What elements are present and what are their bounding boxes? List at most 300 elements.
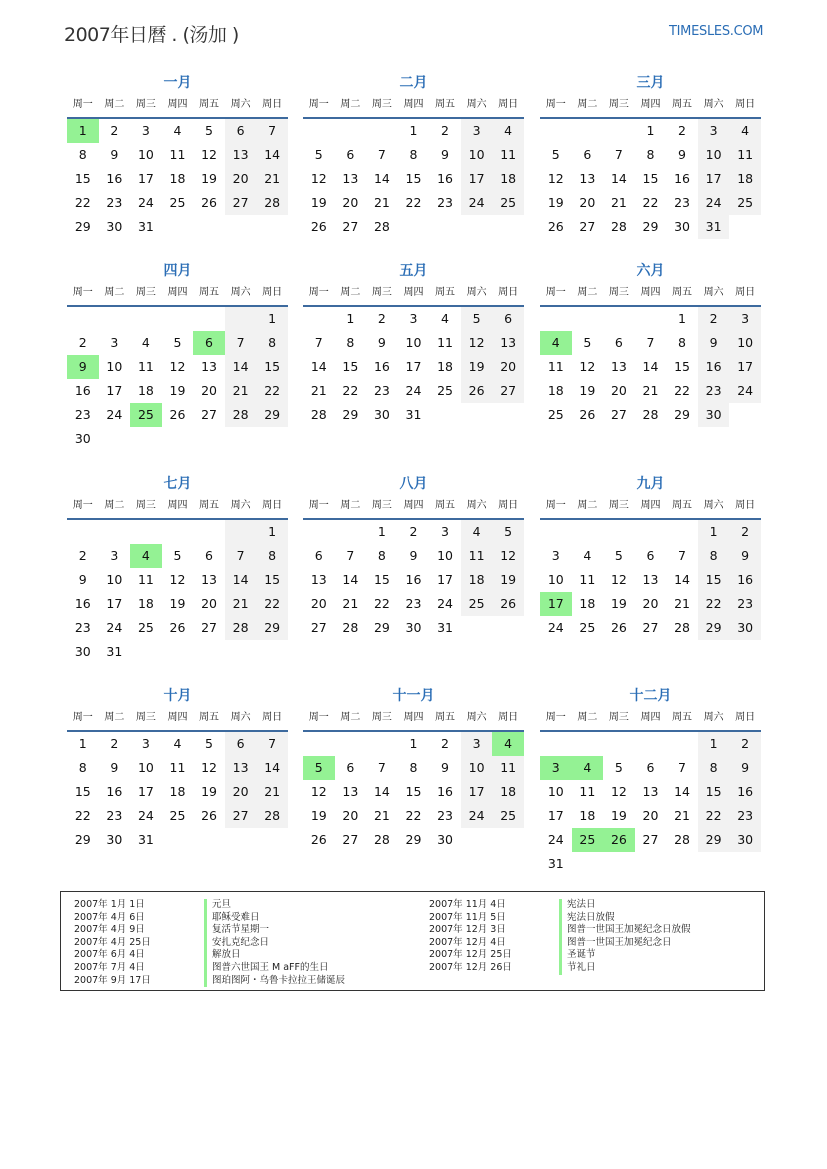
holiday-name: 节礼日 (559, 962, 596, 975)
weekday-label: 周一 (545, 500, 566, 511)
day-cell: 3 (461, 119, 493, 143)
month-block (540, 73, 761, 239)
day-cell: 29 (698, 616, 730, 640)
day-cell: 24 (437, 596, 453, 611)
day-cell: 17 (137, 171, 154, 186)
day-cell: 15 (405, 171, 422, 186)
day-cell: 5 (205, 123, 213, 138)
weekday-label: 周六 (230, 287, 251, 298)
day-cell: 20 (642, 808, 659, 823)
day-cell: 17 (698, 167, 730, 191)
day-cell: 14 (642, 359, 659, 374)
weekday-label: 周一 (308, 500, 329, 511)
day-cell: 21 (225, 379, 257, 403)
day-cell: 28 (373, 832, 390, 847)
day-cell: 17 (437, 572, 453, 587)
weekday-label: 周六 (703, 500, 724, 511)
day-cell: 17 (405, 359, 422, 374)
day-cell: 18 (492, 780, 524, 804)
day-cell: 7 (614, 147, 623, 162)
day-cell: 12 (310, 171, 327, 186)
day-cell: 12 (579, 359, 596, 374)
weekday-header (303, 281, 524, 307)
holiday-list-left (74, 899, 345, 987)
day-cell: 31 (547, 856, 564, 871)
day-cell: 21 (225, 592, 257, 616)
day-cell: 4 (729, 119, 761, 143)
day-cell: 22 (405, 195, 422, 210)
day-cell: 25 (137, 620, 154, 635)
day-cell: 2 (678, 123, 686, 138)
day-cell: 20 (225, 167, 257, 191)
day-cell: 7 (377, 147, 386, 162)
empty-day-cell (635, 307, 667, 331)
day-cell: 25 (169, 808, 186, 823)
day-cell: 26 (461, 379, 493, 403)
day-cell: 29 (405, 832, 422, 847)
day-cell: 18 (437, 359, 453, 374)
month-block (67, 474, 288, 664)
day-grid (540, 119, 761, 239)
day-cell: 18 (579, 808, 596, 823)
day-cell: 3 (698, 119, 730, 143)
month-name: 二月 (399, 75, 428, 91)
month-block (303, 261, 524, 427)
empty-day-cell (635, 732, 667, 756)
day-cell: 24 (106, 620, 123, 635)
weekday-header (540, 494, 761, 520)
empty-day-cell (572, 307, 604, 331)
day-cell: 18 (137, 596, 154, 611)
day-cell: 14 (310, 359, 327, 374)
empty-day-cell (540, 520, 572, 544)
empty-day-cell (603, 119, 635, 143)
day-cell: 2 (110, 123, 119, 138)
weekday-label: 周一 (308, 287, 329, 298)
month-name: 四月 (163, 263, 192, 279)
day-cell: 26 (310, 219, 327, 234)
weekday-label: 周五 (199, 99, 220, 110)
day-cell: 23 (729, 804, 761, 828)
month-name: 十一月 (392, 688, 435, 704)
day-cell: 26 (201, 808, 217, 823)
empty-day-cell (162, 520, 194, 544)
day-cell: 30 (674, 219, 690, 234)
day-cell: 11 (169, 147, 186, 162)
day-cell: 29 (674, 407, 690, 422)
holiday-day-cell: 1 (67, 119, 99, 143)
day-cell: 27 (642, 620, 659, 635)
weekday-label: 周六 (466, 712, 487, 723)
month-block (303, 73, 524, 239)
holiday-day-cell: 17 (540, 592, 572, 616)
day-cell: 31 (405, 407, 422, 422)
month-block (540, 474, 761, 640)
month-name: 七月 (163, 476, 192, 492)
day-cell: 20 (201, 596, 217, 611)
day-cell: 8 (78, 147, 87, 162)
weekday-label: 周六 (230, 99, 251, 110)
holiday-name: 宪法日放假 (559, 912, 615, 925)
day-cell: 29 (342, 407, 359, 422)
holiday-row (74, 912, 345, 925)
day-cell: 6 (314, 548, 323, 563)
holiday-date: 2007年 12月 4日 (429, 936, 506, 948)
day-cell: 17 (137, 784, 154, 799)
day-cell: 22 (256, 592, 288, 616)
day-cell: 21 (256, 780, 288, 804)
day-cell: 24 (729, 379, 761, 403)
empty-day-cell (67, 520, 99, 544)
day-cell: 6 (614, 335, 623, 350)
day-cell: 27 (642, 832, 659, 847)
day-cell: 15 (256, 355, 288, 379)
empty-day-cell (130, 520, 162, 544)
day-cell: 4 (173, 123, 182, 138)
day-cell: 19 (492, 568, 524, 592)
day-cell: 13 (201, 359, 217, 374)
day-cell: 1 (346, 311, 355, 326)
day-cell: 6 (346, 147, 355, 162)
weekday-label: 周五 (672, 500, 693, 511)
day-cell: 7 (225, 544, 257, 568)
day-cell: 9 (110, 760, 119, 775)
day-cell: 2 (110, 736, 119, 751)
day-cell: 6 (225, 119, 257, 143)
day-cell: 27 (342, 219, 359, 234)
day-cell: 14 (256, 756, 288, 780)
holiday-name: 解放日 (204, 949, 241, 962)
day-cell: 22 (642, 195, 659, 210)
holiday-row (74, 975, 345, 988)
weekday-label: 周四 (403, 500, 424, 511)
day-cell: 8 (698, 756, 730, 780)
empty-day-cell (603, 732, 635, 756)
day-cell: 15 (256, 568, 288, 592)
holiday-date: 2007年 4月 6日 (74, 911, 145, 923)
weekday-label: 周六 (703, 712, 724, 723)
holiday-date: 2007年 12月 25日 (429, 949, 512, 961)
day-cell: 6 (583, 147, 592, 162)
day-cell: 3 (729, 307, 761, 331)
holiday-name: 图珀图阿・乌鲁卡拉拉王储诞辰 (204, 975, 345, 988)
weekday-label: 周三 (371, 712, 392, 723)
weekday-label: 周六 (466, 287, 487, 298)
day-cell: 25 (492, 804, 524, 828)
empty-day-cell (335, 732, 367, 756)
day-cell: 16 (437, 171, 453, 186)
holiday-name: 宪法日 (559, 899, 596, 912)
weekday-label: 周四 (403, 99, 424, 110)
holiday-name: 圣诞节 (559, 949, 596, 962)
day-cell: 22 (698, 804, 730, 828)
day-cell: 1 (646, 123, 655, 138)
month-block (303, 474, 524, 640)
day-cell: 13 (342, 784, 359, 799)
day-cell: 31 (137, 219, 154, 234)
empty-day-cell (335, 119, 367, 143)
holiday-date: 2007年 6月 4日 (74, 949, 145, 961)
day-cell: 7 (646, 335, 655, 350)
day-cell: 14 (674, 784, 690, 799)
day-cell: 6 (346, 760, 355, 775)
weekday-label: 周四 (167, 500, 188, 511)
weekday-header (303, 494, 524, 520)
weekday-label: 周四 (167, 287, 188, 298)
weekday-label: 周三 (608, 287, 629, 298)
day-cell: 20 (610, 383, 627, 398)
month-block (303, 686, 524, 852)
weekday-label: 周一 (545, 712, 566, 723)
month-block (67, 261, 288, 451)
day-cell: 13 (342, 171, 359, 186)
day-cell: 16 (729, 568, 761, 592)
day-cell: 7 (256, 732, 288, 756)
day-grid (303, 732, 524, 852)
weekday-label: 周六 (703, 287, 724, 298)
day-cell: 24 (137, 195, 154, 210)
weekday-label: 周四 (640, 99, 661, 110)
day-cell: 30 (729, 828, 761, 852)
empty-day-cell (303, 520, 335, 544)
day-cell: 17 (461, 167, 493, 191)
weekday-label: 周三 (371, 99, 392, 110)
day-cell: 24 (547, 832, 564, 847)
month-name: 十二月 (629, 688, 672, 704)
day-cell: 4 (173, 736, 182, 751)
day-cell: 1 (409, 736, 418, 751)
day-cell: 8 (698, 544, 730, 568)
day-cell: 24 (405, 383, 422, 398)
day-cell: 12 (461, 331, 493, 355)
holiday-row (74, 924, 345, 937)
day-cell: 20 (642, 596, 659, 611)
day-cell: 27 (201, 620, 217, 635)
day-cell: 30 (106, 219, 123, 234)
day-cell: 23 (74, 620, 91, 635)
day-cell: 10 (137, 147, 154, 162)
weekday-label: 周二 (577, 287, 598, 298)
day-cell: 4 (583, 548, 592, 563)
day-cell: 13 (201, 572, 217, 587)
day-cell: 10 (547, 572, 564, 587)
holiday-row (74, 937, 345, 950)
day-cell: 23 (729, 592, 761, 616)
day-cell: 2 (78, 335, 87, 350)
holiday-day-cell: 4 (572, 756, 604, 780)
month-name: 三月 (636, 75, 665, 91)
weekday-label: 周一 (72, 287, 93, 298)
day-cell: 8 (377, 548, 386, 563)
site-link[interactable]: TIMESLES.COM (669, 24, 764, 39)
day-cell: 15 (373, 572, 390, 587)
day-cell: 28 (256, 804, 288, 828)
day-cell: 31 (106, 644, 123, 659)
holiday-date: 2007年 4月 9日 (74, 924, 145, 936)
day-cell: 30 (74, 431, 91, 446)
weekday-label: 周二 (577, 500, 598, 511)
day-cell: 27 (492, 379, 524, 403)
day-cell: 24 (461, 191, 493, 215)
weekday-label: 周五 (199, 500, 220, 511)
day-cell: 22 (373, 596, 390, 611)
holiday-row (429, 899, 691, 912)
day-cell: 15 (698, 568, 730, 592)
weekday-label: 周四 (640, 287, 661, 298)
empty-day-cell (99, 307, 131, 331)
holiday-day-cell: 26 (603, 828, 635, 852)
empty-day-cell (335, 520, 367, 544)
month-name: 六月 (636, 263, 665, 279)
weekday-label: 周六 (230, 712, 251, 723)
day-cell: 12 (610, 572, 627, 587)
weekday-label: 周五 (435, 287, 456, 298)
day-cell: 10 (729, 331, 761, 355)
day-cell: 8 (409, 760, 418, 775)
day-cell: 26 (201, 195, 217, 210)
weekday-header (540, 93, 761, 119)
day-cell: 15 (74, 784, 91, 799)
day-cell: 28 (642, 407, 659, 422)
day-cell: 17 (106, 383, 123, 398)
day-cell: 1 (698, 520, 730, 544)
weekday-label: 周日 (262, 712, 283, 723)
empty-day-cell (303, 119, 335, 143)
day-cell: 7 (678, 548, 686, 563)
day-cell: 15 (674, 359, 690, 374)
day-cell: 5 (173, 548, 182, 563)
weekday-label: 周二 (577, 712, 598, 723)
empty-day-cell (572, 119, 604, 143)
day-cell: 8 (346, 335, 355, 350)
day-cell: 19 (169, 596, 186, 611)
day-cell: 14 (373, 171, 390, 186)
holiday-day-cell: 25 (572, 828, 604, 852)
day-cell: 30 (437, 832, 453, 847)
weekday-label: 周日 (498, 287, 519, 298)
weekday-label: 周二 (340, 99, 361, 110)
day-cell: 13 (225, 143, 257, 167)
weekday-label: 周二 (104, 287, 125, 298)
empty-day-cell (540, 119, 572, 143)
day-cell: 21 (373, 808, 390, 823)
day-cell: 6 (225, 732, 257, 756)
day-cell: 26 (169, 620, 186, 635)
day-cell: 17 (106, 596, 123, 611)
day-cell: 17 (729, 355, 761, 379)
month-block (540, 261, 761, 427)
weekday-label: 周四 (167, 99, 188, 110)
day-cell: 27 (201, 407, 217, 422)
month-name: 十月 (163, 688, 192, 704)
day-cell: 25 (492, 191, 524, 215)
day-cell: 15 (642, 171, 659, 186)
empty-day-cell (603, 307, 635, 331)
day-cell: 29 (256, 616, 288, 640)
day-cell: 26 (579, 407, 596, 422)
day-cell: 17 (547, 808, 564, 823)
day-grid (67, 307, 288, 451)
weekday-label: 周二 (104, 712, 125, 723)
holiday-name: 图普一世国王加冕纪念日放假 (559, 924, 691, 937)
day-cell: 20 (225, 780, 257, 804)
holiday-day-cell: 6 (193, 331, 225, 355)
weekday-label: 周二 (577, 99, 598, 110)
empty-day-cell (572, 520, 604, 544)
day-grid (67, 119, 288, 239)
day-cell: 3 (551, 548, 560, 563)
day-cell: 13 (225, 756, 257, 780)
day-cell: 25 (579, 620, 596, 635)
day-cell: 16 (106, 784, 123, 799)
day-cell: 7 (256, 119, 288, 143)
day-cell: 5 (461, 307, 493, 331)
day-cell: 13 (492, 331, 524, 355)
holiday-row (429, 924, 691, 937)
day-cell: 16 (373, 359, 390, 374)
day-cell: 2 (729, 732, 761, 756)
empty-day-cell (572, 732, 604, 756)
day-cell: 16 (698, 355, 730, 379)
day-cell: 11 (492, 143, 524, 167)
weekday-label: 周六 (230, 500, 251, 511)
holiday-list (60, 891, 765, 991)
day-cell: 24 (461, 804, 493, 828)
holiday-row (74, 899, 345, 912)
day-cell: 16 (74, 596, 91, 611)
weekday-label: 周三 (371, 500, 392, 511)
day-cell: 23 (74, 407, 91, 422)
day-cell: 11 (137, 572, 154, 587)
weekday-label: 周五 (672, 99, 693, 110)
weekday-label: 周二 (340, 712, 361, 723)
day-cell: 2 (409, 524, 418, 539)
day-cell: 1 (409, 123, 418, 138)
day-cell: 2 (729, 520, 761, 544)
day-cell: 5 (492, 520, 524, 544)
weekday-label: 周三 (135, 99, 156, 110)
day-cell: 30 (729, 616, 761, 640)
day-cell: 26 (610, 620, 627, 635)
holiday-row (74, 962, 345, 975)
day-cell: 4 (141, 335, 150, 350)
day-cell: 27 (579, 219, 596, 234)
day-cell: 28 (674, 832, 690, 847)
day-cell: 6 (646, 760, 655, 775)
day-cell: 3 (110, 548, 119, 563)
day-cell: 18 (137, 383, 154, 398)
day-cell: 19 (461, 355, 493, 379)
day-cell: 11 (729, 143, 761, 167)
day-cell: 18 (169, 784, 186, 799)
weekday-label: 周六 (703, 99, 724, 110)
day-cell: 29 (74, 219, 91, 234)
day-cell: 18 (169, 171, 186, 186)
weekday-label: 周一 (72, 99, 93, 110)
day-cell: 22 (674, 383, 690, 398)
day-cell: 19 (547, 195, 564, 210)
empty-day-cell (303, 307, 335, 331)
day-cell: 23 (373, 383, 390, 398)
day-cell: 11 (137, 359, 154, 374)
empty-day-cell (193, 520, 225, 544)
day-cell: 4 (441, 311, 449, 326)
day-cell: 20 (342, 195, 359, 210)
day-cell: 6 (492, 307, 524, 331)
day-cell: 6 (646, 548, 655, 563)
weekday-label: 周日 (735, 99, 756, 110)
day-cell: 5 (583, 335, 592, 350)
